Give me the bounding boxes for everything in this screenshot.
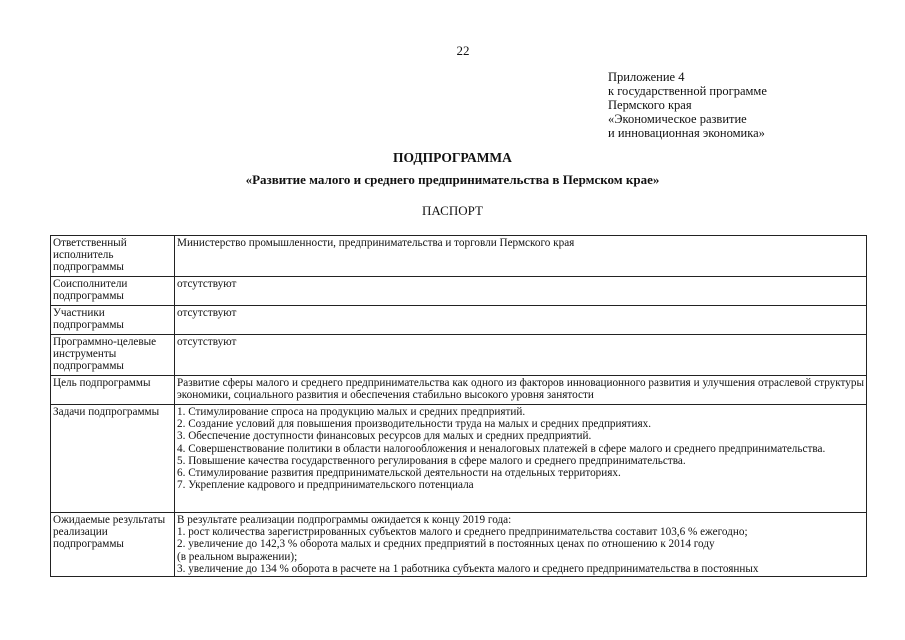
row-label: Соисполнители подпрограммы — [51, 277, 175, 306]
row-value — [175, 513, 867, 577]
table-row — [51, 277, 867, 306]
row-value — [175, 335, 867, 376]
row-value-line: 5. Повышение качества государственного регулирования в сфере малого и среднего предпринимательства. — [177, 454, 686, 467]
appendix-line: к государственной программе — [608, 84, 767, 98]
row-label: Ожидаемые результаты реализации подпрограммы — [51, 513, 175, 577]
table-row — [51, 306, 867, 335]
row-value-line: В результате реализации подпрограммы ожидается к концу 2019 года: — [177, 514, 512, 526]
passport-heading: ПАСПОРТ — [422, 203, 483, 218]
appendix-line: Пермского края — [608, 98, 692, 112]
row-value-line: 1. Стимулирование спроса на продукцию малых и средних предприятий. — [177, 406, 526, 418]
row-label: Задачи подпрограммы — [51, 405, 175, 513]
table-row — [51, 335, 867, 376]
row-value-line: 2. Создание условий для повышения производительности труда на малых и средних предприятиях. — [177, 418, 652, 431]
row-value-line: 6. Стимулирование развития предпринимательской деятельности на отдельных территориях. — [177, 467, 621, 480]
appendix-line: Приложение 4 — [608, 70, 685, 84]
table-row — [51, 405, 867, 513]
row-value-line: Развитие сферы малого и среднего предпринимательства как одного из факторов инновационного развития и улучшения отраслевой структуры экономики, социального развития и обеспечения стабильно высокого уровня занятости — [177, 377, 864, 402]
row-value — [175, 277, 867, 306]
row-value-line: 7. Укрепление кадрового и предпринимательского потенциала — [177, 479, 474, 492]
row-value-line: 4. Совершенствование политики в области налогообложения и неналоговых платежей в сфере малого и среднего предпринимательства. — [177, 442, 826, 455]
table-row — [51, 376, 867, 405]
row-value — [175, 236, 867, 277]
appendix-line: и инновационная экономика» — [608, 126, 765, 140]
appendix-reference — [608, 70, 878, 140]
row-value-line: 3. Обеспечение доступности финансовых ресурсов для малых и средних предприятий. — [177, 430, 592, 443]
passport-table — [50, 235, 867, 577]
page-number: 22 — [456, 43, 470, 58]
row-value — [175, 376, 867, 405]
table-row — [51, 513, 867, 577]
row-label: Программно-целевые инструменты подпрограммы — [51, 335, 175, 376]
document-title: ПОДПРОГРАММА — [393, 150, 512, 165]
row-value-line: отсутствуют — [177, 307, 237, 319]
table-row — [51, 236, 867, 277]
row-value-line: отсутствуют — [177, 336, 237, 348]
row-label: Участники подпрограммы — [51, 306, 175, 335]
row-value-line: 1. рост количества зарегистрированных субъектов малого и среднего предпринимательства составит 103,6 % ежегодно; — [177, 526, 748, 539]
document-subtitle: «Развитие малого и среднего предпринимательства в Пермском крае» — [245, 172, 660, 187]
row-value-line: Министерство промышленности, предпринимательства и торговли Пермского края — [177, 237, 575, 249]
row-label: Ответственный исполнитель подпрограммы — [51, 236, 175, 277]
row-label: Цель подпрограммы — [51, 376, 175, 405]
row-value-line: отсутствуют — [177, 278, 237, 290]
row-value — [175, 306, 867, 335]
row-value-line: (в реальном выражении); — [177, 550, 298, 563]
row-value-line: 3. увеличение до 134 % оборота в расчете на 1 работника субъекта малого и среднего предпринимательства в постоянных — [177, 562, 759, 575]
row-value-line: 2. увеличение до 142,3 % оборота малых и средних предприятий в постоянных ценах по отношению к 2014 году — [177, 538, 715, 551]
row-value — [175, 405, 867, 513]
appendix-line: «Экономическое развитие — [608, 112, 747, 126]
